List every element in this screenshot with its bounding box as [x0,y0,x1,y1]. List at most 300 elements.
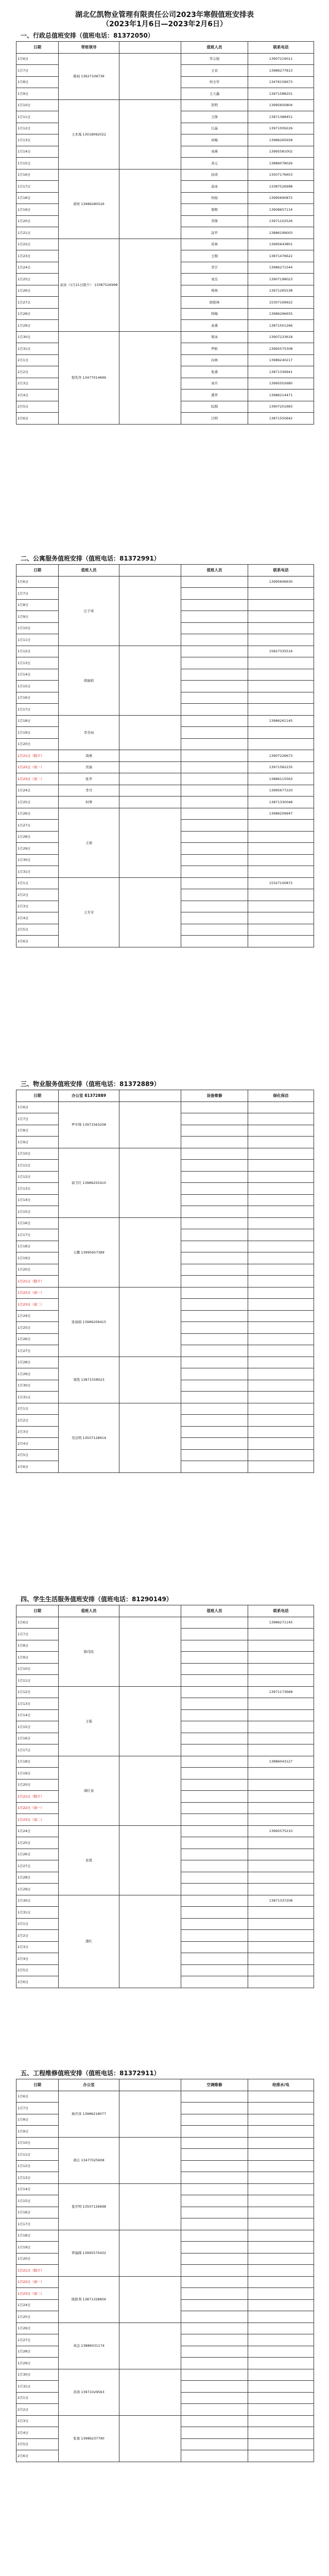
leader-cell: 苏凯 [59,1825,119,1895]
staff-cell [181,2276,248,2288]
date-cell: 1月28日 [16,831,59,843]
staff-cell [181,1276,248,1287]
table-row [16,2415,314,2427]
leader-cell: 程先华 13477014699 [59,331,119,424]
staff-cell [181,1756,248,1768]
phone-cell: 13986277813 [248,65,314,77]
phone-cell [248,1814,314,1826]
phone-cell: 13971009226 [248,123,314,134]
date-cell: 2月4日 [16,1438,59,1450]
date-cell: 2月4日 [16,1953,59,1965]
column-header: 值班人员 [181,565,248,577]
date-cell: 2月4日 [16,2427,59,2439]
staff-cell [181,2183,248,2195]
phone-cell: 13995575210 [248,1825,314,1837]
phone-cell: 13886199003 [248,227,314,239]
phone-cell: 13986271544 [248,262,314,274]
staff-cell: 李锋 [181,215,248,227]
leader-cell: 李芳雨 [59,715,119,750]
section-title: 一、行政总值班安排（值班电话：81372050） [21,32,154,39]
table-row [16,1825,314,1837]
blank-cell [119,2415,181,2462]
date-cell: 1月24日 [16,1825,59,1837]
staff-cell [181,1148,248,1160]
staff-cell [181,1101,248,1113]
staff-cell [181,2218,248,2230]
date-cell: 1月15日 [16,158,59,170]
date-cell: 1月16日 [16,692,59,704]
date-cell: 1月7日 [16,65,59,77]
staff-cell [181,2427,248,2439]
date-cell: 1月26日 [16,1333,59,1345]
date-cell: 1月18日 [16,2230,59,2242]
blank-cell [119,2276,181,2323]
phone-cell: 13986209947 [248,808,314,820]
date-cell: 1月12日 [16,123,59,134]
date-cell: 1月25日 [16,274,59,285]
blank-cell [119,773,181,785]
leader-cell: 汪子琦 [59,576,119,646]
staff-cell [181,866,248,878]
date-cell: 1月24日 [16,785,59,796]
leader-cell: 胡志 13477025608 [59,2137,119,2183]
staff-cell [181,2369,248,2381]
phone-cell [248,2369,314,2381]
date-cell: 1月21日 [16,227,59,239]
staff-cell [181,1733,248,1744]
leader-cell: 张华 [59,773,119,785]
phone-cell [248,2091,314,2103]
staff-cell [181,2230,248,2242]
staff-cell [181,692,248,704]
phone-cell [248,1206,314,1218]
staff-cell [181,622,248,634]
phone-cell: 13995502680 [248,378,314,389]
date-cell: 1月9日 [16,611,59,623]
column-header [119,565,181,577]
table-header-row [16,1090,314,1102]
blank-cell [119,877,181,947]
staff-cell [181,1299,248,1311]
staff-cell [181,1652,248,1664]
staff-cell [181,889,248,901]
section-title: 五、工程维修值班安排（值班电话：81372911） [21,2070,160,2077]
date-cell: 1月22日（初一） [16,1287,59,1299]
phone-cell: 13995643801 [248,239,314,250]
date-cell: 1月7日 [16,2103,59,2114]
staff-cell [181,1113,248,1125]
phone-cell: 15307169922 [248,297,314,309]
date-cell: 1月9日 [16,88,59,100]
phone-cell [248,1733,314,1744]
phone-cell [248,854,314,866]
phone-cell [248,1160,314,1172]
leader-cell: 杨庆祥 13986218077 [59,2091,119,2137]
date-cell: 1月14日 [16,1194,59,1206]
table-row [16,1357,314,1368]
phone-cell [248,1964,314,1976]
date-cell: 1月6日 [16,1101,59,1113]
date-cell: 1月30日 [16,331,59,343]
phone-cell [248,1744,314,1756]
phone-cell [248,1299,314,1311]
table-row [16,99,314,111]
staff-cell [181,1345,248,1357]
leader-cell: 张勇 13986237790 [59,2415,119,2462]
phone-cell: 13986240217 [248,354,314,366]
leader-cell: 陈伟民 [59,1617,119,1686]
blank-cell [119,2137,181,2183]
date-cell: 1月9日 [16,1652,59,1664]
table-row [16,53,314,65]
staff-cell [181,1183,248,1195]
date-cell: 2月4日 [16,912,59,924]
table-row [16,1617,314,1629]
blank-cell [119,646,181,715]
date-cell: 1月23日（初二） [16,773,59,785]
phone-cell [248,1438,314,1450]
date-cell: 2月5日 [16,1449,59,1461]
staff-cell: 何文学 [181,76,248,88]
staff-cell [181,2103,248,2114]
date-cell: 1月26日 [16,285,59,297]
staff-cell [181,576,248,588]
staff-cell [181,1791,248,1803]
staff-cell: 贺明 [181,99,248,111]
leader-cell: 王本地 13018092022 [59,99,119,169]
phone-cell [248,843,314,855]
phone-cell [248,1779,314,1791]
phone-cell [248,1872,314,1884]
staff-cell [181,611,248,623]
phone-cell: 13871476622 [248,250,314,262]
phone-cell [248,1333,314,1345]
phone-cell [248,2242,314,2253]
date-cell: 1月7日 [16,588,59,600]
date-cell: 1月21日（除夕） [16,2265,59,2277]
phone-cell [248,1137,314,1148]
staff-cell [181,1137,248,1148]
phone-cell [248,2299,314,2311]
table-row [16,331,314,343]
table-row [16,2230,314,2242]
date-cell: 1月30日 [16,2369,59,2381]
column-header: 办公室 81372889 [59,1090,119,1102]
date-cell: 1月13日 [16,2172,59,2184]
date-cell: 1月24日 [16,1310,59,1322]
leader-cell: 黄涛 13971029563 [59,2369,119,2415]
leader-cell: 王强 [59,1686,119,1756]
staff-cell [181,1976,248,1988]
blank-cell [119,2091,181,2137]
phone-cell [248,901,314,912]
staff-cell [181,1206,248,1218]
date-cell: 1月20日 [16,738,59,750]
column-header: 绿化保洁 [248,1090,314,1102]
phone-cell [248,1415,314,1427]
blank-cell [119,169,181,239]
date-cell: 1月31日 [16,343,59,355]
phone-cell [248,1194,314,1206]
staff-cell [181,657,248,669]
phone-cell: 13986261145 [248,715,314,727]
section-title: 二、公寓服务值班安排（值班电话：81372991） [21,555,160,562]
phone-cell: 13907251683 [248,401,314,413]
date-cell: 2月4日 [16,389,59,401]
date-cell: 1月6日 [16,1617,59,1629]
date-cell: 1月13日 [16,1183,59,1195]
phone-cell [248,1357,314,1368]
leader-cell: 陈胜利 13871328856 [59,2276,119,2323]
blank-cell [119,2369,181,2415]
date-cell: 2月6日 [16,936,59,947]
column-header: 日期 [16,2079,59,2091]
leader-cell: 罗中锋 13971563208 [59,1101,119,1148]
staff-cell [181,1403,248,1415]
table-header-row [16,565,314,577]
column-header: 办公室 [59,2079,119,2091]
phone-cell: 13995606630 [248,576,314,588]
staff-cell [181,1802,248,1814]
staff-cell [181,2149,248,2161]
phone-cell [248,924,314,936]
table-row [16,773,314,785]
leader-cell: 王鹏 13995657389 [59,1217,119,1287]
staff-cell [181,796,248,808]
date-cell: 1月11日 [16,2149,59,2161]
phone-cell: 13907219011 [248,53,314,65]
date-cell: 1月14日 [16,2183,59,2195]
leader-cell: 夏开明 13507126698 [59,2183,119,2230]
phone-cell: 13907226673 [248,750,314,762]
date-cell: 1月16日 [16,1217,59,1229]
date-cell: 1月31日 [16,866,59,878]
date-cell: 1月27日 [16,2334,59,2346]
column-header: 日期 [16,1605,59,1617]
staff-cell [181,1814,248,1826]
date-cell: 2月1日 [16,1918,59,1930]
blank-cell [119,53,181,99]
phone-cell: 13995581002 [248,146,314,158]
table-row [16,1895,314,1907]
staff-cell [181,808,248,820]
phone-cell [248,1461,314,1473]
table-row [16,1287,314,1299]
phone-cell [248,2381,314,2393]
date-cell: 2月2日 [16,1415,59,1427]
staff-cell [181,2195,248,2207]
phone-cell [248,1125,314,1137]
date-cell: 1月8日 [16,599,59,611]
leader-cell: 张丽娟 13986209415 [59,1287,119,1357]
phone-cell [248,634,314,646]
table-row [16,2276,314,2288]
staff-cell: 向林 [181,354,248,366]
date-cell: 1月29日 [16,2358,59,2369]
date-cell: 1月15日 [16,2195,59,2207]
leader-cell: 陈灿 13627106736 [59,53,119,99]
date-cell: 1月16日 [16,1733,59,1744]
phone-cell: 15827335516 [248,646,314,657]
date-cell: 1月11日 [16,111,59,123]
staff-cell: 李志强 [181,53,248,65]
phone-cell: 13986296655 [248,308,314,320]
table-row [16,761,314,773]
staff-cell [181,1461,248,1473]
staff-cell [181,854,248,866]
leader-cell: 王芳芳 [59,877,119,947]
phone-cell: 13886043127 [248,1756,314,1768]
date-cell: 1月20日 [16,2253,59,2265]
date-cell: 1月25日 [16,1837,59,1849]
phone-cell [248,1183,314,1195]
phone-cell [248,669,314,681]
date-cell: 1月20日 [16,1264,59,1276]
phone-cell: 13986265658 [248,134,314,146]
blank-cell [119,808,181,877]
date-cell: 1月17日 [16,2218,59,2230]
blank-cell [119,2323,181,2369]
phone-cell: 13871337208 [248,1895,314,1907]
phone-cell [248,2183,314,2195]
phone-cell [248,1403,314,1415]
phone-cell [248,820,314,832]
date-cell: 1月14日 [16,146,59,158]
leader-cell: 刘金 13886031174 [59,2323,119,2369]
phone-cell [248,2334,314,2346]
date-cell: 1月21日（除夕） [16,1791,59,1803]
phone-cell [248,1884,314,1895]
table-row [16,2137,314,2149]
phone-cell [248,1640,314,1652]
column-header: 设备维修 [181,1090,248,1102]
date-cell: 1月16日 [16,2207,59,2218]
date-cell: 1月10日 [16,622,59,634]
date-cell: 2月6日 [16,1461,59,1473]
phone-cell: 13908657114 [248,204,314,216]
date-cell: 1月8日 [16,76,59,88]
staff-cell [181,1686,248,1698]
phone-cell [248,1148,314,1160]
phone-cell [248,1264,314,1276]
column-header: 值班人员 [59,1605,119,1617]
phone-cell [248,692,314,704]
date-cell: 1月25日 [16,796,59,808]
staff-cell [181,750,248,762]
section-title: 三、物业服务值班安排（值班电话：81372889） [21,1080,160,1088]
date-cell: 1月11日 [16,1675,59,1687]
date-cell: 1月16日 [16,169,59,181]
staff-cell [181,1860,248,1872]
date-cell: 1月28日 [16,2346,59,2358]
date-cell: 1月8日 [16,2114,59,2126]
date-cell: 1月17日 [16,704,59,716]
date-cell: 1月10日 [16,1148,59,1160]
phone-cell [248,2450,314,2462]
date-cell: 1月10日 [16,99,59,111]
table-row [16,877,314,889]
phone-cell [248,1101,314,1113]
phone-cell [248,2265,314,2277]
staff-cell [181,1415,248,1427]
date-cell: 1月30日 [16,1895,59,1907]
blank-cell [119,1825,181,1895]
column-header: 联系电话 [248,1605,314,1617]
phone-cell [248,588,314,600]
staff-cell [181,1241,248,1252]
date-cell: 1月22日（初一） [16,2276,59,2288]
phone-cell [248,1860,314,1872]
staff-cell: 刘燕 [181,146,248,158]
staff-cell [181,761,248,773]
phone-cell [248,1171,314,1183]
phone-cell [248,1287,314,1299]
date-cell: 2月1日 [16,1403,59,1415]
phone-cell [248,1113,314,1125]
staff-cell [181,1357,248,1368]
date-cell: 1月23日（初二） [16,1299,59,1311]
phone-cell: 13986214471 [248,389,314,401]
staff-cell [181,1310,248,1322]
staff-cell [181,2450,248,2462]
blank-cell [119,1287,181,1357]
date-cell: 1月22日（初一） [16,761,59,773]
phone-cell [248,2438,314,2450]
table-row [16,1686,314,1698]
staff-cell [181,1252,248,1264]
blank-cell [119,1357,181,1403]
date-cell: 1月17日 [16,1229,59,1241]
date-cell: 2月1日 [16,877,59,889]
phone-cell: 13907233618 [248,331,314,343]
phone-cell [248,1941,314,1953]
staff-cell: 张燕 [181,366,248,378]
phone-cell [248,1768,314,1780]
staff-cell [181,1884,248,1895]
column-header: 带班领导 [59,42,119,54]
leader-cell: 吴达明 13507128914 [59,1403,119,1472]
date-cell: 1月28日 [16,1872,59,1884]
date-cell: 1月29日 [16,320,59,332]
table-row [16,1756,314,1768]
blank-cell [119,1217,181,1287]
blank-cell [119,2230,181,2276]
staff-cell [181,2311,248,2323]
doc-title-line2: （2023年1月6日—2023年2月6日） [102,20,227,28]
date-cell: 1月28日 [16,308,59,320]
staff-cell: 梁辉 [181,204,248,216]
staff-cell [181,727,248,739]
table-row [16,2091,314,2103]
phone-cell [248,866,314,878]
phone-cell: 13971582235 [248,761,314,773]
phone-cell [248,2195,314,2207]
table-row [16,1217,314,1229]
phone-cell: 13995575308 [248,343,314,355]
staff-cell [181,2392,248,2404]
column-header [119,2079,181,2091]
leader-cell: 周燕 [59,750,119,762]
phone-cell [248,1322,314,1334]
table-row [16,576,314,588]
date-cell: 1月24日 [16,2299,59,2311]
date-cell: 2月2日 [16,2404,59,2416]
leader-cell: 王丽 [59,808,119,877]
date-cell: 1月31日 [16,2381,59,2393]
date-cell: 1月13日 [16,134,59,146]
phone-cell [248,2137,314,2149]
staff-cell [181,877,248,889]
